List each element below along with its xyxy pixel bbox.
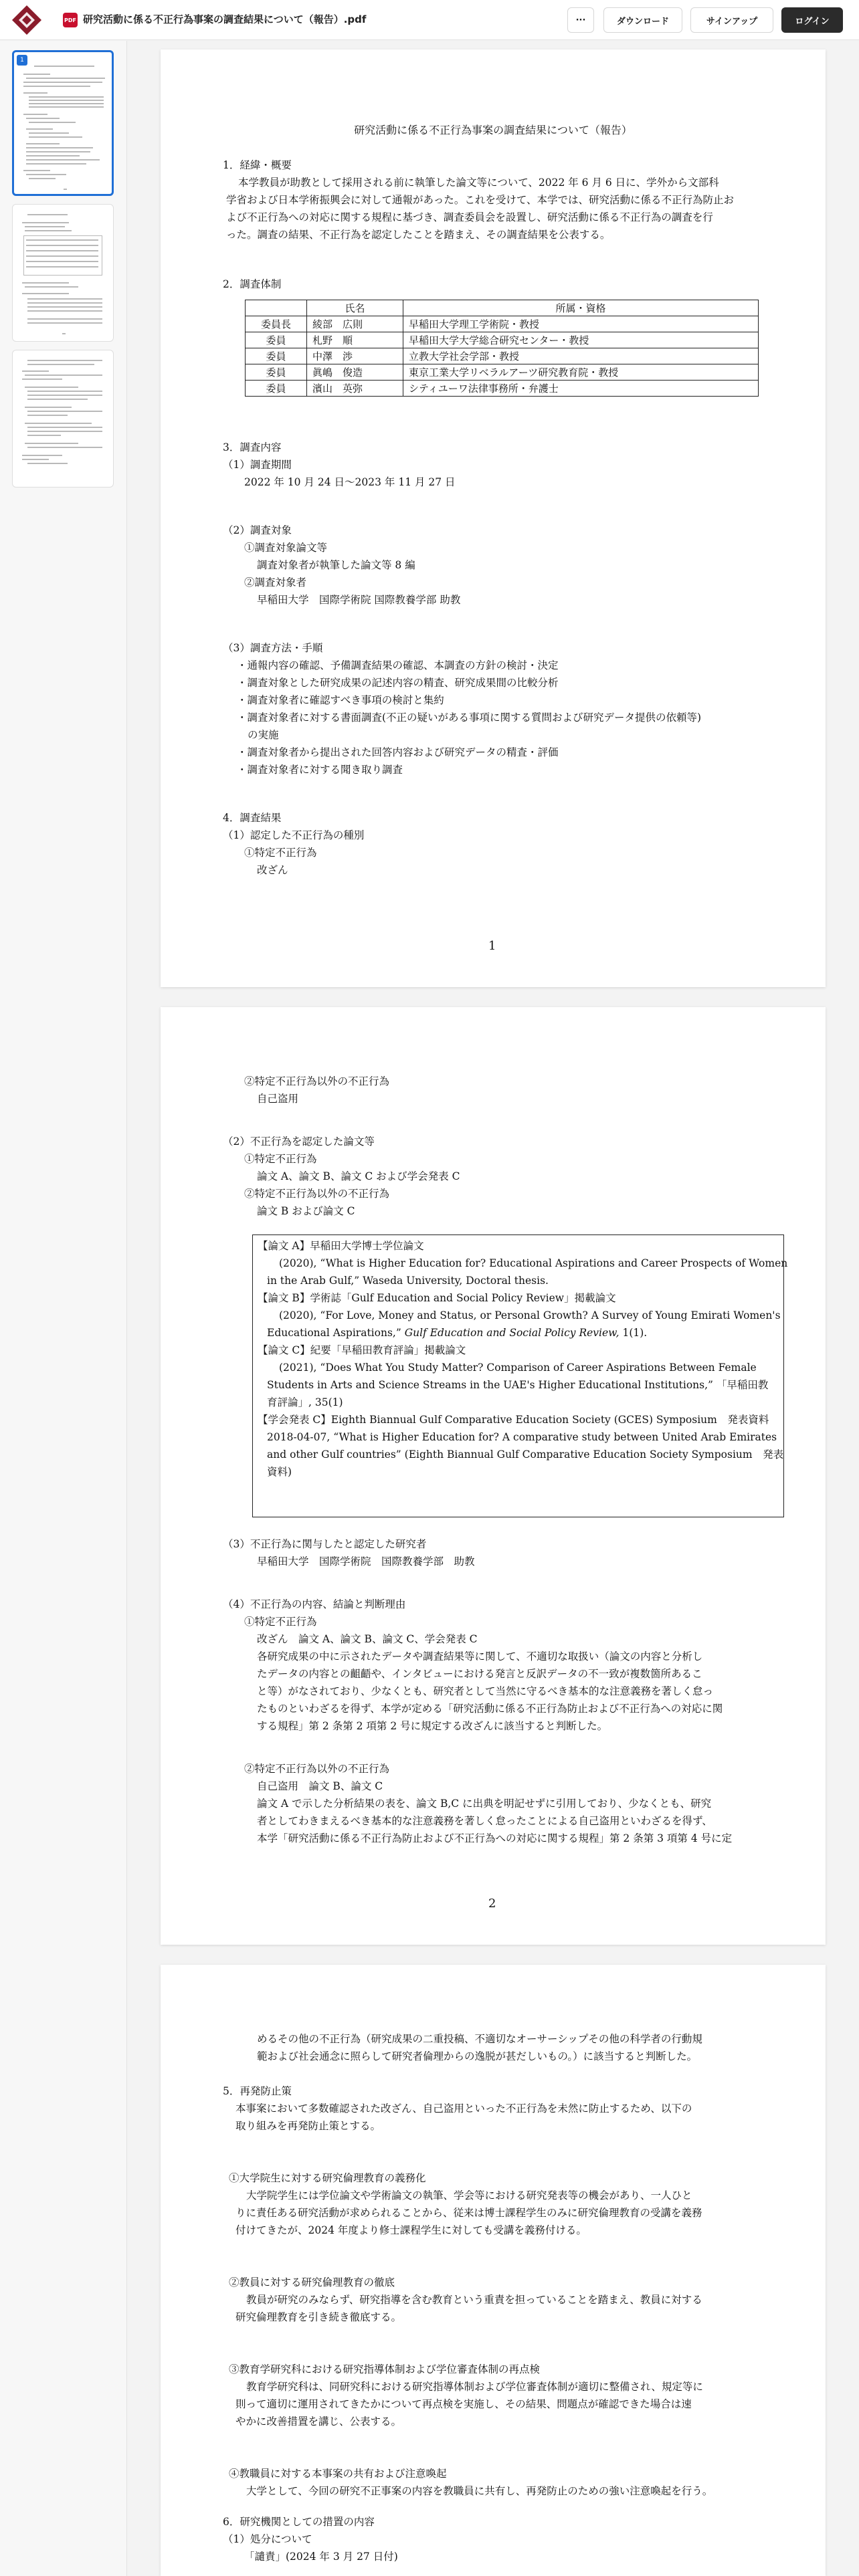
subsection-heading: （1）調査期間 xyxy=(223,459,292,471)
list-item: ・調査対象者に確認すべき事項の検討と集約 xyxy=(237,694,444,706)
list-item: ・調査対象者から提出された回答内容および研究データの精査・評価 xyxy=(237,746,559,758)
list-item: ①特定不正行為 xyxy=(244,1153,317,1165)
paragraph-line: めるその他の不正行為（研究成果の二重投稿、不適切なオーサーシップその他の科学者の行動規 xyxy=(257,2033,702,2045)
section-heading: 2．調査体制 xyxy=(223,278,282,290)
list-item: ・調査対象者に対する書面調査(不正の疑いがある事項に関する質問および研究データ提供の依頼等) xyxy=(237,712,702,724)
more-options-button[interactable]: ··· xyxy=(567,7,594,33)
list-item: ①特定不正行為 xyxy=(244,847,317,859)
reference-line: (2020), “For Love, Money and Status, or Personal Growth? A Survey of Young Emirati Women's xyxy=(279,1309,781,1321)
report-title: 研究活動に係る不正行為事案の調査結果について（報告） xyxy=(354,124,632,136)
paragraph-line: 研究倫理教育を引き続き徹底する。 xyxy=(235,2311,402,2323)
paragraph-line: やかに改善措置を講じ、公表する。 xyxy=(235,2416,402,2428)
reference-line: in the Arab Gulf,” Waseda University, Doctoral thesis. xyxy=(267,1275,549,1287)
section-heading: 6．研究機関としての措置の内容 xyxy=(223,2516,375,2528)
list-item: ②特定不正行為以外の不正行為 xyxy=(244,1075,390,1087)
table-header-cell: 氏名 xyxy=(307,300,403,316)
paragraph-line: よび不正行為への対応に関する規程に基づき、調査委員会を設置し、研究活動に係る不正行為の調査を行 xyxy=(226,211,713,223)
table-cell: 綾部 広則 xyxy=(307,316,403,332)
reference-text: Educational Aspirations,” xyxy=(267,1327,401,1339)
reference-line: and other Gulf countries” (Eighth Biannual Gulf Comparative Education Society Symposium 発表 xyxy=(267,1448,784,1461)
reference-line xyxy=(267,1326,647,1339)
paragraph-line: 各研究成果の中に示されたデータや調査結果等に関して、不適切な取扱い（論文の内容と分析し xyxy=(257,1650,703,1662)
list-item: ②調査対象者 xyxy=(244,576,307,588)
paragraph-line: たものといわざるを得ず、本学が定める「研究活動に係る不正行為防止および不正行為への対応に関 xyxy=(257,1703,723,1715)
reference-text: 1(1). xyxy=(622,1327,648,1339)
table-cell: 委員 xyxy=(246,332,307,348)
paragraph-line: 改ざん 論文 A、論文 B、論文 C、学会発表 C xyxy=(257,1633,478,1645)
paragraph-line: 教員が研究のみならず、研究指導を含む教育という重責を担っていることを踏まえ、教員に対する xyxy=(246,2294,702,2306)
paragraph-line: りに責任ある研究活動が求められることから、従来は博士課程学生のみに研究倫理教育の受講を義務 xyxy=(235,2207,702,2219)
subsection-heading: （3）不正行為に関与したと認定した研究者 xyxy=(223,1538,427,1550)
signup-button[interactable]: サインアップ xyxy=(690,7,773,33)
section-heading: 1．経緯・概要 xyxy=(223,159,292,171)
list-item: ①調査対象論文等 xyxy=(244,542,328,554)
list-item: ・通報内容の確認、予備調査結果の確認、本調査の方針の検討・決定 xyxy=(237,659,559,671)
table-row xyxy=(246,316,759,332)
reference-line: Students in Arts and Science Streams in the UAE's Higher Educational Institutions,” 「早稲田教 xyxy=(267,1379,769,1391)
paragraph-line: 早稲田大学 国際学術院 国際教養学部 助教 xyxy=(257,1555,475,1568)
list-item: ・調査対象とした研究成果の記述内容の精査、研究成果間の比較分析 xyxy=(237,677,559,689)
table-header-cell xyxy=(246,300,307,316)
paragraph-line: 本学「研究活動に係る不正行為防止および不正行為への対応に関する規程」第 2 条第 3 項第 4 号に定 xyxy=(257,1832,733,1844)
thumbnail-page-number: 1 xyxy=(17,55,27,66)
paragraph-line: 教育学研究科は、同研究科における研究指導体制および学位審査体制が適切に整備され、規定等に xyxy=(246,2381,703,2393)
page-thumbnail-1[interactable] xyxy=(12,50,114,196)
table-header-row xyxy=(246,300,759,316)
reference-line: 【学会発表 C】Eighth Biannual Gulf Comparative Education Society (GCES) Symposium 発表資料 xyxy=(258,1414,769,1426)
list-item: ②特定不正行為以外の不正行為 xyxy=(244,1763,390,1775)
journal-name: Gulf Education and Social Policy Review, xyxy=(404,1327,619,1339)
table-cell: 立教大学社会学部・教授 xyxy=(403,348,759,364)
list-item: ④教職員に対する本事案の共有および注意喚起 xyxy=(229,2468,447,2480)
table-row xyxy=(246,348,759,364)
paragraph-line: 論文 B および論文 C xyxy=(257,1205,355,1217)
section-heading: 3．調査内容 xyxy=(223,441,282,453)
paragraph-line: った。調査の結果、不正行為を認定したことを踏まえ、その調査結果を公表する。 xyxy=(226,229,611,241)
login-button[interactable]: ログイン xyxy=(781,7,843,33)
page-number: 2 xyxy=(488,1897,496,1911)
section-heading: 5．再発防止策 xyxy=(223,2085,292,2097)
paragraph-line: 本事案において多数確認された改ざん、自己盗用といった不正行為を未然に防止するため、以下の xyxy=(235,2103,692,2115)
pdf-page-2 xyxy=(161,1007,826,1945)
reference-line: 2018-04-07, “What is Higher Education for? A comparative study between United Arab Emirates xyxy=(267,1431,777,1443)
page-thumbnail-3[interactable] xyxy=(12,350,114,488)
table-cell: 濱山 英弥 xyxy=(307,381,403,397)
reference-line: 【論文 A】早稲田大学博士学位論文 xyxy=(258,1240,424,1252)
paragraph-line: と等）がなされており、少なくとも、研究者として当然に守るべき基本的な注意義務を著しく怠っ xyxy=(257,1685,714,1697)
subsection-heading: （1）認定した不正行為の種別 xyxy=(223,829,365,841)
table-cell: 委員 xyxy=(246,381,307,397)
table-cell: シティユーワ法律事務所・弁護士 xyxy=(403,381,759,397)
reference-line: (2021), “Does What You Study Matter? Comparison of Career Aspirations Between Female xyxy=(279,1362,757,1374)
subsection-heading: （3）調査方法・手順 xyxy=(223,642,323,654)
paragraph-line: 本学教員が助教として採用される前に執筆した論文等について、2022 年 6 月 6 日に、学外から文部科 xyxy=(238,177,719,189)
document-title: 研究活動に係る不正行為事案の調査結果について（報告）.pdf xyxy=(83,13,367,25)
paragraph-line: 早稲田大学 国際学術院 国際教養学部 助教 xyxy=(257,594,461,606)
paragraph-line: 2022 年 10 月 24 日～2023 年 11 月 27 日 xyxy=(244,476,456,488)
list-item: ・調査対象者に対する聞き取り調査 xyxy=(237,764,403,776)
paragraph-line: 者としてわきまえるべき基本的な注意義務を著しく怠ったことによる自己盗用といわざるを得ず、 xyxy=(257,1815,712,1827)
paragraph-line: 学省および日本学術振興会に対して通報があった。これを受けて、本学では、研究活動に係る不正行為防止お xyxy=(226,194,735,206)
paragraph-line: 則って適切に運用されてきたかについて再点検を実施し、その結果、問題点が確認できた場合は速 xyxy=(235,2398,692,2410)
page-thumbnail-sidebar xyxy=(0,41,127,2576)
paragraph-line: の実施 xyxy=(248,729,279,741)
paragraph-line: 大学院学生には学位論文や学術論文の執筆、学会等における研究発表等の機会があり、一人ひと xyxy=(246,2189,692,2202)
page-number: 1 xyxy=(488,939,496,953)
table-row xyxy=(246,332,759,348)
list-item: ②教員に対する研究倫理教育の徹底 xyxy=(229,2276,395,2288)
download-button[interactable]: ダウンロード xyxy=(603,7,682,33)
reference-line: 資料) xyxy=(267,1466,292,1478)
list-item: ①特定不正行為 xyxy=(244,1616,317,1628)
paragraph-line: 取り組みを再発防止策とする。 xyxy=(235,2120,381,2132)
list-item: ②特定不正行為以外の不正行為 xyxy=(244,1188,390,1200)
paragraph-line: 自己盗用 論文 B、論文 C xyxy=(257,1780,383,1792)
reference-line: (2020), “What is Higher Education for? Educational Aspirations and Career Prospects of Women xyxy=(279,1257,788,1269)
paragraph-line: 論文 A で示した分析結果の表を、論文 B,C に出典を明記せずに引用しており、少なくとも、研究 xyxy=(257,1798,712,1810)
paragraph-line: 「譴責」(2024 年 3 月 27 日付) xyxy=(244,2551,398,2563)
pdf-page-1 xyxy=(161,49,826,987)
table-row xyxy=(246,364,759,381)
paragraph-line: する規程」第 2 条第 2 項第 2 号に規定する改ざんに該当すると判断した。 xyxy=(257,1720,608,1732)
paragraph-line: 調査対象者が執筆した論文等 8 編 xyxy=(257,559,415,571)
table-cell: 委員 xyxy=(246,364,307,381)
table-cell: 委員長 xyxy=(246,316,307,332)
table-cell: 早稲田大学理工学術院・教授 xyxy=(403,316,759,332)
reference-line: 【論文 C】紀要「早稲田教育評論」掲載論文 xyxy=(258,1344,466,1356)
table-cell: 中澤 渉 xyxy=(307,348,403,364)
top-bar xyxy=(0,0,859,40)
subsection-heading: （4）不正行為の内容、結論と判断理由 xyxy=(223,1598,406,1610)
table-cell: 眞嶋 俊造 xyxy=(307,364,403,381)
subsection-heading: （2）不正行為を認定した論文等 xyxy=(223,1136,375,1148)
table-header-cell: 所属・資格 xyxy=(403,300,759,316)
paragraph-line: たデータの内容との齟齬や、インタビューにおける発言と反訳データの不一致が複数箇所あるこ xyxy=(257,1668,702,1680)
table-cell: 東京工業大学リベラルアーツ研究教育院・教授 xyxy=(403,364,759,381)
list-item: ③教育学研究科における研究指導体制および学位審査体制の再点検 xyxy=(229,2363,541,2375)
reference-line: 育評論」, 35(1) xyxy=(267,1396,343,1408)
paragraph-line: 論文 A、論文 B、論文 C および学会発表 C xyxy=(257,1170,460,1182)
subsection-heading: （1）処分について xyxy=(223,2533,312,2545)
table-cell: 委員 xyxy=(246,348,307,364)
paragraph-line: 付けてきたが、2024 年度より修士課程学生に対しても受講を義務付ける。 xyxy=(235,2224,587,2236)
table-cell: 札野 順 xyxy=(307,332,403,348)
pdf-page-3 xyxy=(161,1965,826,2576)
subsection-heading: （2）調査対象 xyxy=(223,524,292,536)
paragraph-line: 大学として、今回の研究不正事案の内容を教職員に共有し、再発防止のための強い注意喚起を行う。 xyxy=(246,2485,713,2497)
paragraph-line: 改ざん xyxy=(257,864,288,876)
table-cell: 早稲田大学大学総合研究センター・教授 xyxy=(403,332,759,348)
university-logo-icon[interactable] xyxy=(11,4,43,36)
page-thumbnail-2[interactable] xyxy=(12,204,114,342)
paragraph-line: 自己盗用 xyxy=(257,1093,299,1105)
pdf-file-icon: PDF xyxy=(63,13,78,27)
section-heading: 4．調査結果 xyxy=(223,812,282,824)
reference-line: 【論文 B】学術誌「Gulf Education and Social Policy Review」掲載論文 xyxy=(258,1292,616,1304)
table-row xyxy=(246,381,759,397)
paragraph-line: 範および社会通念に照らして研究者倫理からの逸脱が甚だしいもの。）に該当すると判断した。 xyxy=(257,2050,698,2062)
list-item: ①大学院生に対する研究倫理教育の義務化 xyxy=(229,2172,426,2184)
committee-table xyxy=(245,300,759,397)
